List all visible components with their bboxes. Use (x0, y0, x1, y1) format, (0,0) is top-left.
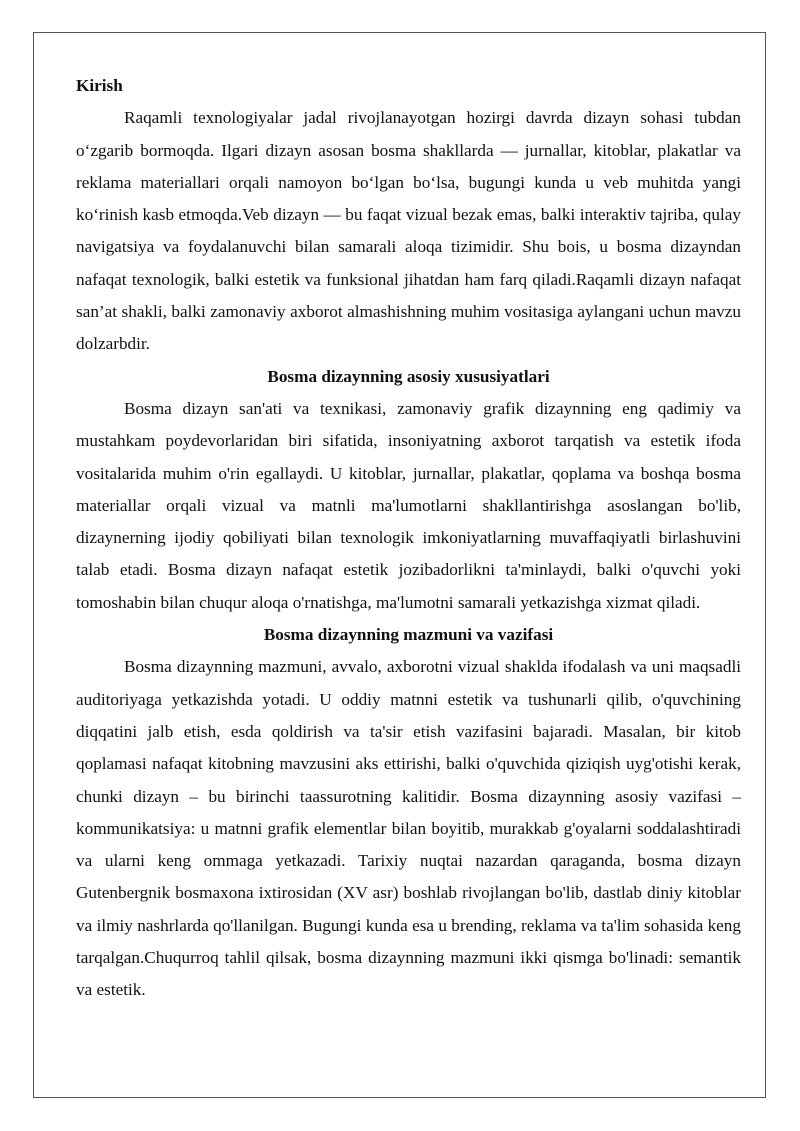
document-body (76, 70, 741, 1007)
intro-paragraph: Raqamli texnologiyalar jadal rivojlanayotgan hozirgi davrda dizayn sohasi tubdan o‘zgarib bormoqda. Ilgari dizayn asosan bosma shakllarda — jurnallar, kitoblar, plakatlar va reklama materiallari orqali namoyon bo‘lgan bo‘lsa, bugungi kunda u veb muhitda yangi ko‘rinish kasb etmoqda.Veb dizayn — bu faqat vizual bezak emas, balki interaktiv tajriba, qulay navigatsiya va foydalanuvchi bilan samarali aloqa tizimidir. Shu bois, u bosma dizayndan nafaqat texnologik, balki estetik va funksional jihatdan ham farq qiladi.Raqamli dizayn nafaqat san’at shakli, balki zamonaviy axborot almashishning muhim vositasiga aylangani uchun mavzu dolzarbdir. (76, 108, 741, 354)
section-heading-features: Bosma dizaynning asosiy xususiyatlari (267, 366, 550, 386)
intro-heading: Kirish (76, 76, 123, 95)
section-heading-content: Bosma dizaynning mazmuni va vazifasi (263, 625, 554, 645)
section-paragraph-content: Bosma dizaynning mazmuni, avvalo, axborotni vizual shaklda ifodalash va uni maqsadli auditoriyaga yetkazishda yotadi. U oddiy matnni estetik va tushunarli qilib, o'quvchining diqqatini jalb etish, esda qoldirish va ta'sir etish vazifasini bajaradi. Masalan, bir kitob qoplamasi nafaqat kitobning mavzusini aks ettirishi, balki o'quvchida qiziqish uyg'otishi kerak, chunki dizayn – bu birinchi taassurotning kalitidir. Bosma dizaynning asosiy vazifasi – kommunikatsiya: u matnni grafik elementlar bilan boyitib, murakkab g'oyalarni soddalashtiradi va ularni keng ommaga yetkazadi. Tarixiy nuqtai nazardan qaraganda, bosma dizayn Gutenbergnik bosmaxona ixtirosidan (XV asr) boshlab rivojlangan bo'lib, dastlab diniy kitoblar va ilmiy nashrlarda qo'llanilgan. Bugungi kunda esa u brending, reklama va ta'lim sohasida keng tarqalgan.Chuqurroq tahlil qilsak, bosma dizaynning mazmuni ikki qismga bo'linadi: semantik va estetik. (76, 657, 741, 1000)
section-paragraph-features: Bosma dizayn san'ati va texnikasi, zamonaviy grafik dizaynning eng qadimiy va mustahkam poydevorlaridan biri sifatida, insoniyatning axborot tarqatish va estetik ifoda vositalarida muhim o'rin egallaydi. U kitoblar, jurnallar, plakatlar, qoplama va boshqa bosma materiallar orqali vizual va matnli ma'lumotlarni shakllantirishga asoslangan bo'lib, dizaynerning ijodiy qobiliyati bilan texnologik imkoniyatlarning muvaffaqiyatli birlashuvini talab etadi. Bosma dizayn nafaqat estetik jozibadorlikni ta'minlaydi, balki o'quvchi yoki tomoshabin bilan chuqur aloqa o'rnatishga, ma'lumotni samarali yetkazishga xizmat qiladi. (76, 398, 741, 612)
